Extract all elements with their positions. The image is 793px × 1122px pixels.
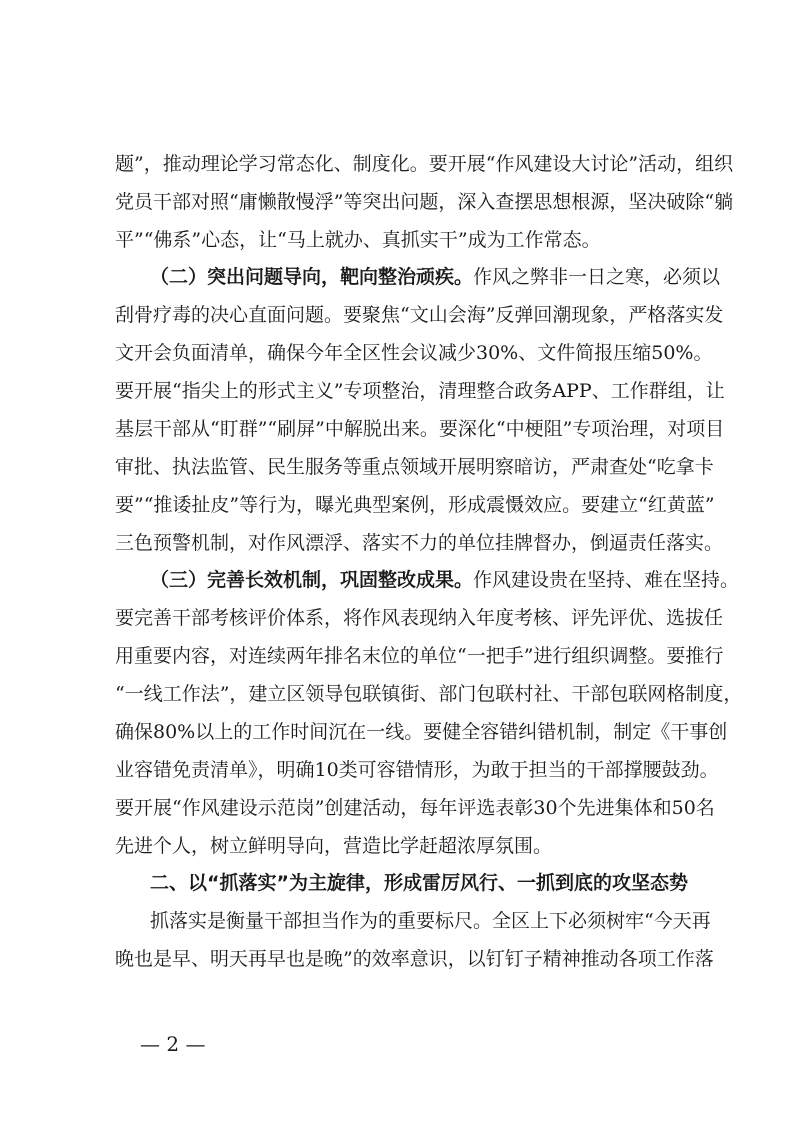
body-line: 题”，推动理论学习常态化、制度化。要开展“作风建设大讨论”活动，组织 <box>115 153 734 175</box>
body-line: 抓落实是衡量干部担当作为的重要标尺。全区上下必须树牢“今天再 <box>150 910 711 932</box>
section-heading: 二、以“抓落实”为主旋律，形成雷厉风行、一抓到底的攻坚态势 <box>150 872 688 894</box>
body-line: 平”“佛系”心态，让“马上就办、真抓实干”成为工作常态。 <box>115 229 601 251</box>
body-line: 三色预警机制，对作风漂浮、落实不力的单位挂牌督办，倒逼责任落实。 <box>115 532 724 554</box>
body-line: “一线工作法”，建立区领导包联镇街、部门包联村社、干部包联网格制度， <box>115 683 743 705</box>
body-line: 刮骨疗毒的决心直面问题。要聚焦“文山会海”反弹回潮现象，严格落实发 <box>115 304 724 326</box>
subheading: （二）突出问题导向，靶向整治顽疾。 <box>150 266 474 288</box>
body-line: 业容错免责清单》，明确10类可容错情形，为敢于担当的干部撑腰鼓劲。 <box>115 759 719 781</box>
body-line: 确保80%以上的工作时间沉在一线。要健全容错纠错机制，制定《干事创 <box>115 721 728 743</box>
body-line: 先进个人，树立鲜明导向，营造比学赶超浓厚氛围。 <box>115 835 553 857</box>
body-line: 党员干部对照“庸懒散慢浮”等突出问题，深入查摆思想根源，坚决破除“躺 <box>115 191 734 213</box>
paragraph-line <box>150 568 740 592</box>
body-line: 要开展“指尖上的形式主义”专项整治，清理整合政务APP、工作群组，让 <box>115 380 725 402</box>
body-line: 基层干部从“盯群”“刷屏”中解脱出来。要深化“中梗阻”专项治理，对项目 <box>115 418 725 440</box>
body-line: 晚也是早、明天再早也是晚”的效率意识，以钉钉子精神推动各项工作落 <box>115 948 714 970</box>
body-line: 审批、执法监管、民生服务等重点领域开展明察暗访，严肃查处“吃拿卡 <box>115 456 714 478</box>
body-line: 文开会负面清单，确保今年全区性会议减少30%、文件简报压缩50%。 <box>115 342 713 364</box>
subheading: （三）完善长效机制，巩固整改成果。 <box>150 569 474 591</box>
body-text: 作风建设贵在坚持、难在坚持。 <box>473 569 740 591</box>
body-line: 要开展“作风建设示范岗”创建活动，每年评选表彰30个先进集体和50名 <box>115 797 715 819</box>
body-text: 作风之弊非一日之寒，必须以 <box>473 266 721 288</box>
page-number: — 2 — <box>140 1032 206 1056</box>
body-line: 要完善干部考核评价体系，将作风表现纳入年度考核、评先评优、选拔任 <box>115 607 724 629</box>
body-line: 要”“推诿扯皮”等行为，曝光典型案例，形成震慑效应。要建立“红黄蓝” <box>115 494 715 516</box>
body-line: 用重要内容，对连续两年排名末位的单位“一把手”进行组织调整。要推行 <box>115 645 724 667</box>
paragraph-line <box>150 265 721 289</box>
